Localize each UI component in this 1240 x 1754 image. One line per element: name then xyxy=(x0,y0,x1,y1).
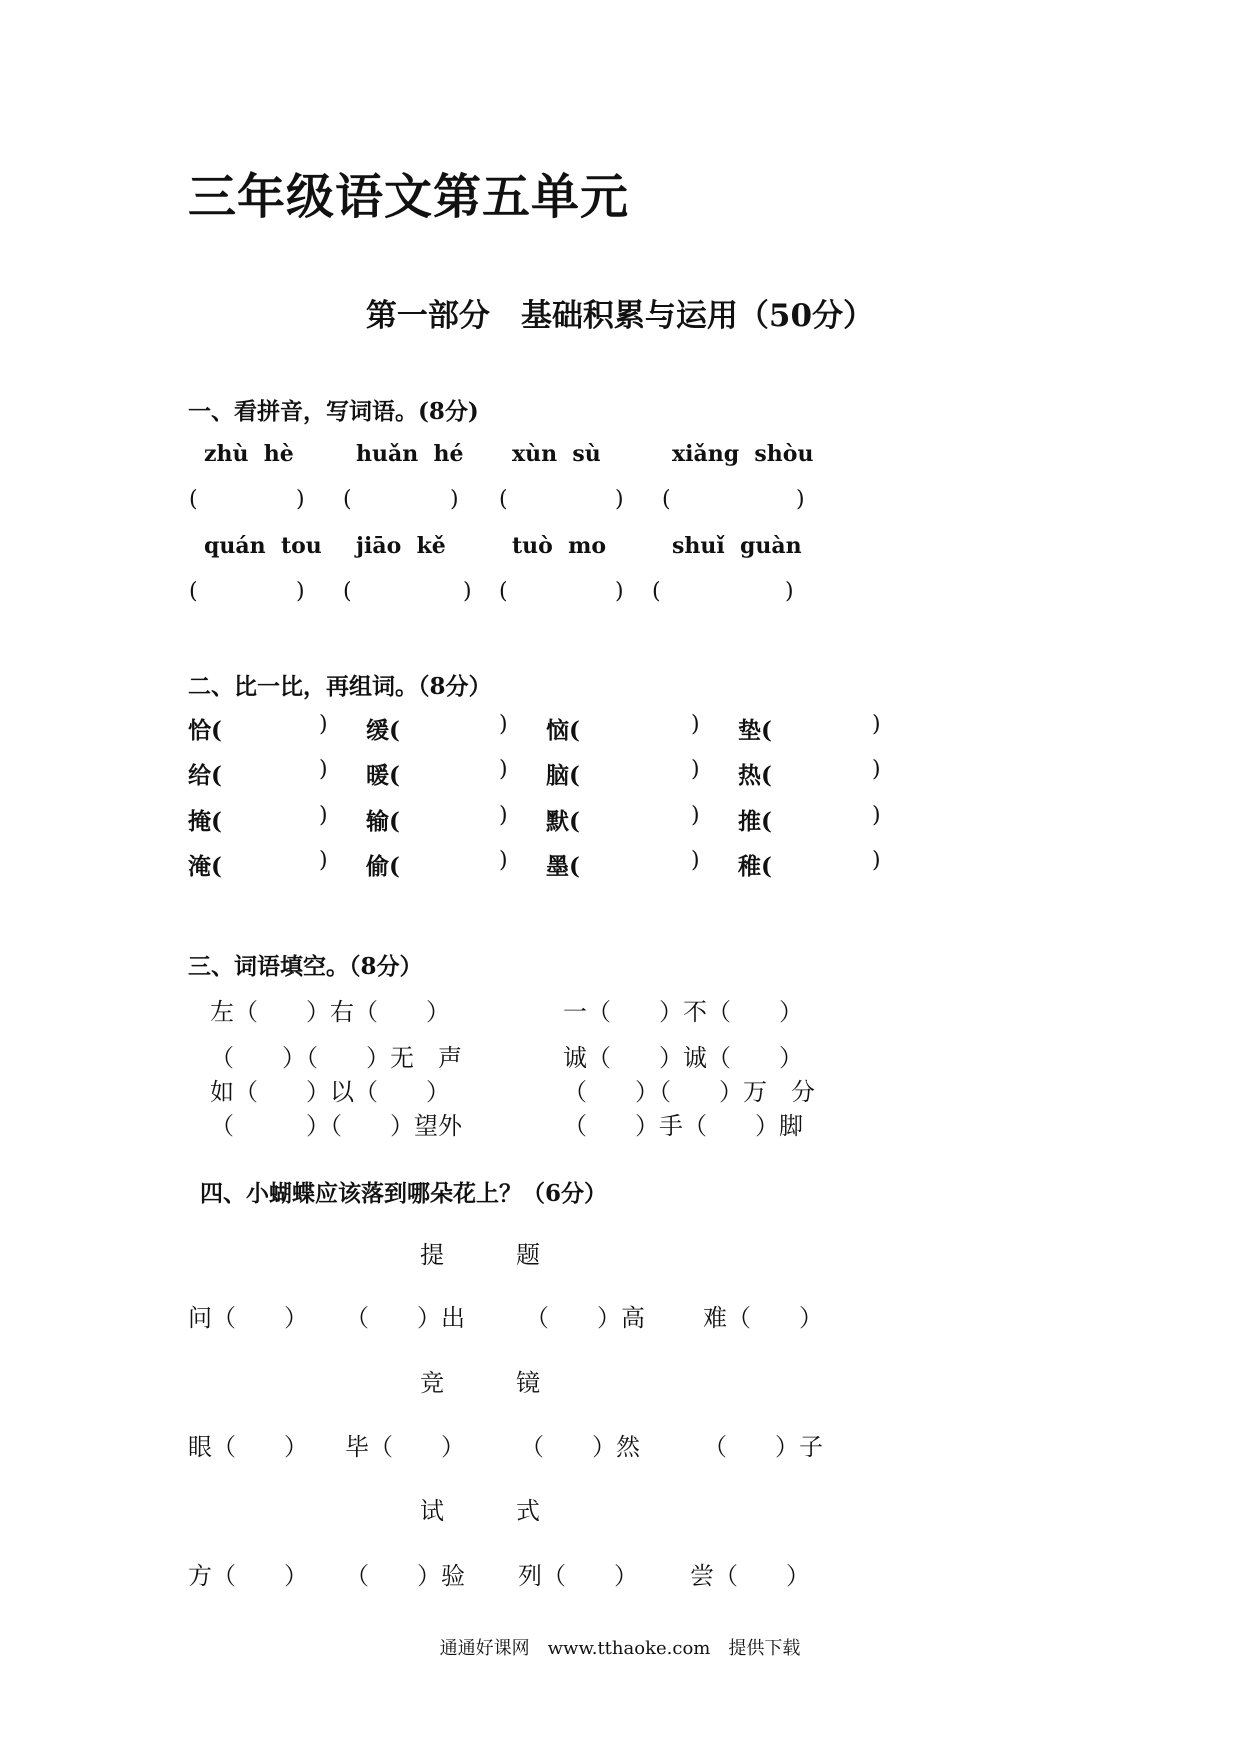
answer-bracket-close: ) xyxy=(319,803,328,828)
idiom-fill-item[interactable]: （ ）（ ）无 声 xyxy=(210,1044,462,1072)
compare-char-cell[interactable]: 稚( xyxy=(738,853,772,880)
compare-char-cell[interactable]: 偷( xyxy=(366,853,400,880)
flower-blank[interactable]: 毕（ ） xyxy=(345,1433,465,1461)
footer-source: 通通好课网 www.tthaoke.com 提供下载 xyxy=(439,1638,801,1659)
part-title: 第一部分 基础积累与运用（50分） xyxy=(365,298,875,334)
answer-bracket-close: ) xyxy=(691,757,700,782)
answer-bracket-open[interactable]: ( xyxy=(652,579,661,604)
compare-char-cell[interactable]: 淹( xyxy=(188,853,222,880)
compare-char-cell[interactable]: 给( xyxy=(188,762,222,789)
pinyin-label: quán tou xyxy=(204,533,322,559)
answer-bracket-close: ) xyxy=(691,803,700,828)
flower-blank[interactable]: 难（ ） xyxy=(703,1304,823,1332)
compare-char-cell[interactable]: 掩( xyxy=(188,808,222,835)
compare-char-cell[interactable]: 恰( xyxy=(188,717,222,744)
section-4-heading: 四、小蝴蝶应该落到哪朵花上？（6分） xyxy=(200,1180,608,1207)
compare-char-cell[interactable]: 输( xyxy=(366,808,400,835)
section-2-heading: 二、比一比，再组词。（8分） xyxy=(188,673,492,700)
answer-bracket-close: ) xyxy=(319,848,328,873)
flower-blank[interactable]: （ ）子 xyxy=(703,1433,823,1461)
butterfly-char: 试 xyxy=(420,1497,444,1525)
answer-bracket-close: ) xyxy=(872,712,881,737)
compare-char-cell[interactable]: 推( xyxy=(738,808,772,835)
compare-char-cell[interactable]: 恼( xyxy=(546,717,580,744)
compare-char-cell[interactable]: 缓( xyxy=(366,717,400,744)
flower-blank[interactable]: （ ）出 xyxy=(345,1304,465,1332)
pinyin-label: shuǐ guàn xyxy=(672,533,802,559)
flower-blank[interactable]: 列（ ） xyxy=(518,1562,638,1590)
answer-bracket-close: ) xyxy=(872,803,881,828)
butterfly-char: 镜 xyxy=(516,1369,540,1397)
answer-bracket-close: ) xyxy=(872,757,881,782)
answer-bracket-close: ) xyxy=(499,757,508,782)
idiom-fill-item[interactable]: 如（ ）以（ ） xyxy=(210,1078,450,1106)
butterfly-char: 提 xyxy=(420,1241,444,1269)
butterfly-char: 竞 xyxy=(420,1369,444,1397)
answer-bracket-close: ) xyxy=(499,848,508,873)
compare-char-cell[interactable]: 暖( xyxy=(366,762,400,789)
answer-bracket-close: ) xyxy=(691,712,700,737)
flower-blank[interactable]: （ ）高 xyxy=(525,1304,645,1332)
idiom-fill-item[interactable]: 左（ ）右（ ） xyxy=(210,998,450,1026)
answer-bracket-close: ) xyxy=(615,579,624,604)
compare-char-cell[interactable]: 热( xyxy=(738,762,772,789)
pinyin-label: tuò mo xyxy=(512,533,607,559)
pinyin-label: xùn sù xyxy=(512,441,601,467)
pinyin-label: zhù hè xyxy=(204,441,294,467)
answer-bracket-close: ) xyxy=(450,487,459,512)
flower-blank[interactable]: 眼（ ） xyxy=(188,1433,308,1461)
answer-bracket-open[interactable]: ( xyxy=(189,579,198,604)
section-1-heading: 一、看拼音，写词语。(8分) xyxy=(188,398,479,425)
compare-char-cell[interactable]: 墨( xyxy=(546,853,580,880)
answer-bracket-close: ) xyxy=(872,848,881,873)
answer-bracket-close: ) xyxy=(463,579,472,604)
answer-bracket-open[interactable]: ( xyxy=(499,487,508,512)
answer-bracket-close: ) xyxy=(319,757,328,782)
idiom-fill-item[interactable]: （ ）手（ ）脚 xyxy=(563,1112,803,1140)
answer-bracket-close: ) xyxy=(691,848,700,873)
compare-char-cell[interactable]: 默( xyxy=(546,808,580,835)
pinyin-label: xiǎng shòu xyxy=(672,441,814,467)
idiom-fill-item[interactable]: （ ）（ ）万 分 xyxy=(563,1078,815,1106)
answer-bracket-open[interactable]: ( xyxy=(662,487,671,512)
pinyin-label: huǎn hé xyxy=(356,441,464,467)
butterfly-char: 题 xyxy=(516,1241,540,1269)
page-title: 三年级语文第五单元 xyxy=(188,169,630,225)
answer-bracket-close: ) xyxy=(796,487,805,512)
answer-bracket-close: ) xyxy=(296,487,305,512)
section-3-heading: 三、词语填空。（8分） xyxy=(188,953,423,980)
pinyin-label: jiāo kě xyxy=(356,533,446,559)
compare-char-cell[interactable]: 垫( xyxy=(738,717,772,744)
flower-blank[interactable]: 问（ ） xyxy=(188,1304,308,1332)
compare-char-cell[interactable]: 脑( xyxy=(546,762,580,789)
answer-bracket-open[interactable]: ( xyxy=(499,579,508,604)
answer-bracket-close: ) xyxy=(785,579,794,604)
answer-bracket-open[interactable]: ( xyxy=(189,487,198,512)
answer-bracket-open[interactable]: ( xyxy=(343,579,352,604)
idiom-fill-item[interactable]: （ ）（ ）望外 xyxy=(210,1112,462,1140)
answer-bracket-open[interactable]: ( xyxy=(343,487,352,512)
answer-bracket-close: ) xyxy=(296,579,305,604)
butterfly-char: 式 xyxy=(516,1497,540,1525)
answer-bracket-close: ) xyxy=(499,803,508,828)
flower-blank[interactable]: 尝（ ） xyxy=(690,1562,810,1590)
answer-bracket-close: ) xyxy=(615,487,624,512)
flower-blank[interactable]: 方（ ） xyxy=(188,1562,308,1590)
flower-blank[interactable]: （ ）验 xyxy=(345,1562,465,1590)
answer-bracket-close: ) xyxy=(319,712,328,737)
answer-bracket-close: ) xyxy=(499,712,508,737)
flower-blank[interactable]: （ ）然 xyxy=(520,1433,640,1461)
idiom-fill-item[interactable]: 诚（ ）诚（ ） xyxy=(563,1044,803,1072)
idiom-fill-item[interactable]: 一（ ）不（ ） xyxy=(563,998,803,1026)
